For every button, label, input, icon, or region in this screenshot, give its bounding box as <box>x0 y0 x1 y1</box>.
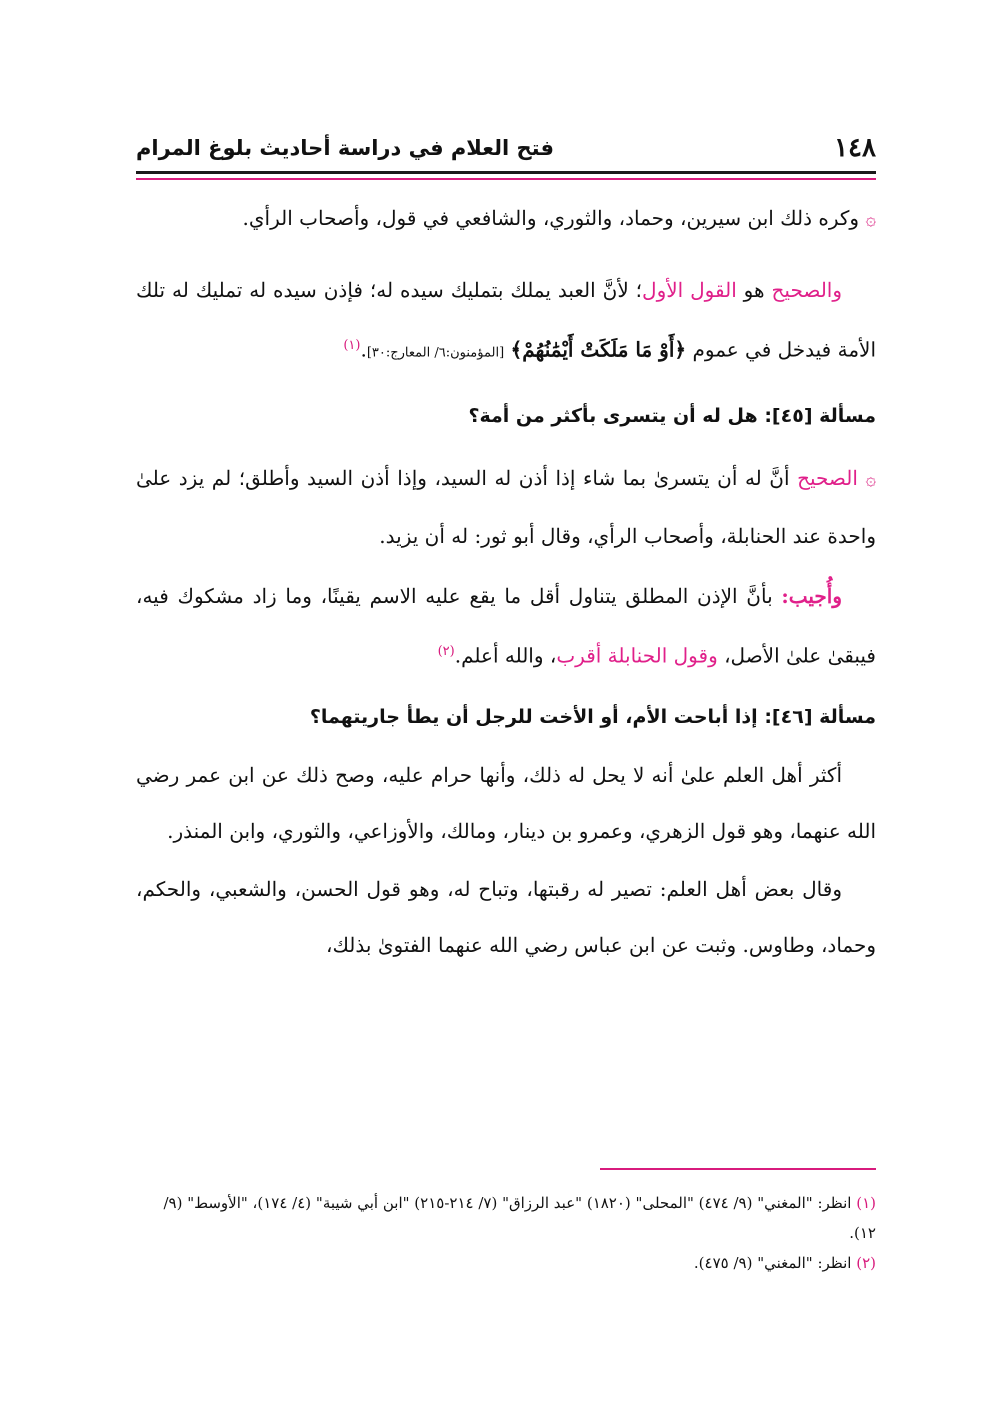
footnote-ref-1[interactable]: (١) <box>343 338 361 353</box>
paragraph-4 <box>136 568 876 684</box>
paragraph-1 <box>136 190 876 248</box>
footnote-1-number: (١) <box>856 1194 876 1212</box>
paragraph-2 <box>136 262 876 382</box>
footnote-1 <box>136 1188 876 1248</box>
paragraph-6-text: وقال بعض أهل العلم: تصير له رقبتها، وتباح له، وهو قول الحسن، والشعبي، والحكم، وحماد، وطاوس. وثبت عن ابن عباس رضي الله عنهما الفتوىٰ بذلك، <box>136 877 876 958</box>
paragraph-6 <box>136 861 876 973</box>
footnote-ref-2[interactable]: (٢) <box>437 643 455 659</box>
paragraph-2-end: . <box>360 337 367 362</box>
footnotes <box>136 1188 876 1278</box>
paragraph-5 <box>136 747 876 859</box>
footnote-divider <box>600 1168 876 1170</box>
highlight-answer: وأُجيب: <box>781 583 842 608</box>
paragraph-4-text-b: ، والله أعلم. <box>454 643 557 668</box>
highlight-correct-2: الصحيح <box>797 465 858 490</box>
highlight-correct: والصحيح <box>771 278 843 302</box>
quran-verse: ﴿أَوْ مَا مَلَكَتْ أَيْمَٰنُهُمْ﴾ <box>510 337 687 362</box>
footnote-2 <box>136 1248 876 1278</box>
footnote-1-text: انظر: "المغني" (٩/ ٤٧٤) "المحلى" (١٨٢٠) "عبد الرزاق" (٧/ ٢١٤-٢١٥) "ابن أبي شيبة" (٤/ ١٧٤)، "الأوسط" (٩/ ١٢). <box>163 1194 876 1242</box>
paragraph-1-text: وكره ذلك ابن سيرين، وحماد، والثوري، والشافعي في قول، وأصحاب الرأي. <box>242 206 860 230</box>
page-header <box>136 128 876 168</box>
paragraph-5-text: أكثر أهل العلم علىٰ أنه لا يحل له ذلك، وأنها حرام عليه، وصح ذلك عن ابن عمر رضي الله عنهما، وهو قول الزهري، وعمرو بن دينار، ومالك، والأوزاعي، والثوري، وابن المنذر. <box>136 763 876 844</box>
ornament-icon: ۞ <box>865 209 876 230</box>
highlight-hanbali: وقول الحنابلة أقرب <box>556 643 718 668</box>
header-rule-black <box>136 171 876 174</box>
question-45-text: هل له أن يتسرى بأكثر من أمة؟ <box>468 404 765 427</box>
question-45 <box>136 388 876 444</box>
paragraph-4-text-a: بأنَّ الإذن المطلق يتناول أقل ما يقع عليه الاسم يقينًا، وما زاد مشكوك فيه، فيبقىٰ علىٰ الأصل، <box>136 583 876 668</box>
question-46 <box>136 689 876 745</box>
question-45-label: مسألة [٤٥]: <box>764 404 876 427</box>
paragraph-2-text-b: ؛ لأنَّ العبد يملك بتمليك سيده له؛ فإذن سيده له تمليك له تلك الأمة فيدخل في عموم <box>136 278 876 362</box>
question-46-label: مسألة [٤٦]: <box>764 706 876 729</box>
page-number: ١٤٨ <box>834 133 876 163</box>
highlight-first-opinion: القول الأول <box>642 278 737 302</box>
body-text <box>136 190 876 973</box>
question-46-text: إذا أباحت الأم، أو الأخت للرجل أن يطأ جاريتهما؟ <box>309 706 765 729</box>
header-rule-pink <box>136 178 876 180</box>
paragraph-2-text-a: هو <box>736 278 772 302</box>
footnote-2-text: انظر: "المغني" (٩/ ٤٧٥). <box>693 1254 852 1272</box>
running-title: فتح العلام في دراسة أحاديث بلوغ المرام <box>136 136 554 160</box>
paragraph-3 <box>136 450 876 564</box>
paragraph-3-text: أنَّ له أن يتسرىٰ بما شاء إذا أذن له السيد، وإذا أذن السيد وأطلق؛ لم يزد علىٰ واحدة عند الحنابلة، وأصحاب الرأي، وقال أبو ثور: له أن يزيد. <box>136 465 876 548</box>
ornament-icon: ۞ <box>865 468 876 490</box>
footnote-2-number: (٢) <box>856 1254 876 1272</box>
verse-citation: [المؤمنون:٦/ المعارج:٣٠] <box>366 345 505 361</box>
